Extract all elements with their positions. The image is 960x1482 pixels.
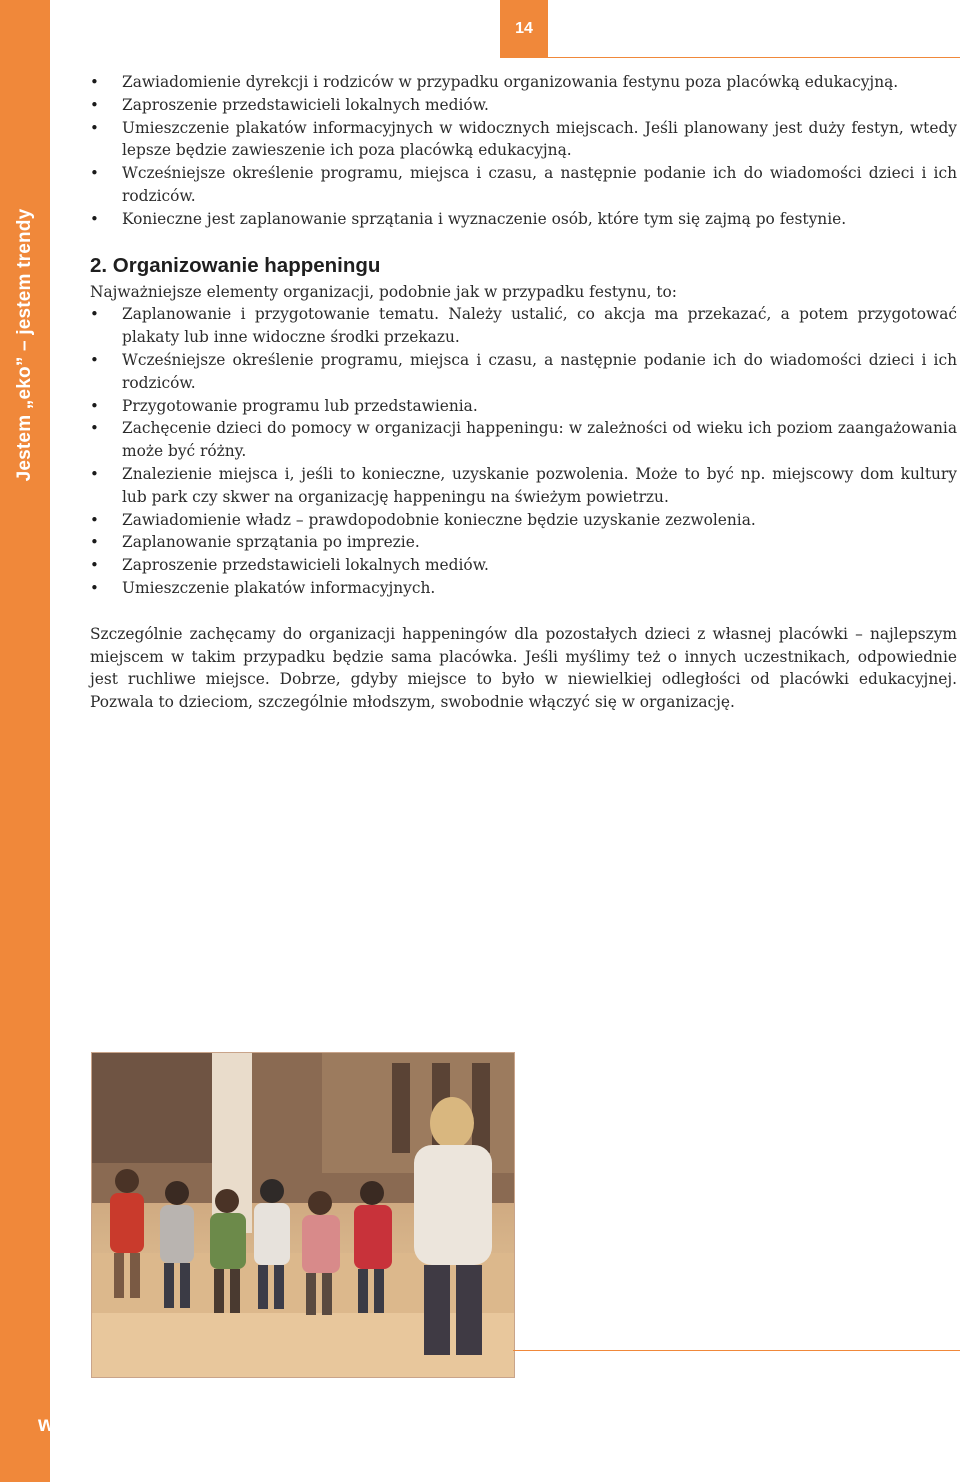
- photo-divider: [513, 1350, 960, 1351]
- happening-photo: [91, 1052, 515, 1378]
- festival-checklist: [90, 71, 957, 231]
- list-item: • Zachęcenie dzieci do pomocy w organizacji happeningu: w zależności od wieku ich poziom zaangażowania może być różny.: [90, 417, 957, 463]
- list-item: • Przygotowanie programu lub przedstawienia.: [90, 395, 957, 418]
- page-number: 14: [500, 0, 548, 58]
- list-item: • Umieszczenie plakatów informacyjnych w widocznych miejscach. Jeśli planowany jest duży festyn, wtedy lepsze będzie zawieszenie ich poza placówką edukacyjną.: [90, 117, 957, 163]
- list-item: • Zaproszenie przedstawicieli lokalnych mediów.: [90, 554, 957, 577]
- body-paragraph: Szczególnie zachęcamy do organizacji happeningów dla pozostałych dzieci z własnej placówki – najlepszym miejscem w takim przypadku będzie sama placówka. Jeśli myślimy też o innych uczestnikach, odpowiednie jest ruchliwe miejsce. Dobrze, gdyby miejsce to było w niewielkiej odległości od placówki edukacyjnej. Pozwala to dzieciom, szczególnie młodszym, swobodnie włączyć się w organizację.: [90, 624, 957, 712]
- section-heading: 2. Organizowanie happeningu: [90, 253, 381, 277]
- sidebar-title: Jestem „eko” – jestem trendy: [14, 208, 35, 482]
- list-item: • Konieczne jest zaplanowanie sprzątania i wyznaczenie osób, które tym się zajmą po festynie.: [90, 208, 957, 231]
- list-item: • Umieszczenie plakatów informacyjnych.: [90, 577, 957, 600]
- list-item: • Wcześniejsze określenie programu, miejsca i czasu, a następnie podanie ich do wiadomości dzieci i ich rodziców.: [90, 349, 957, 395]
- section-intro: Najważniejsze elementy organizacji, podobnie jak w przypadku festynu, to:: [90, 282, 677, 301]
- happening-checklist: [90, 303, 957, 599]
- list-item: • Zaproszenie przedstawicieli lokalnych mediów.: [90, 94, 957, 117]
- list-item: • Zawiadomienie władz – prawdopodobnie konieczne będzie uzyskanie zezwolenia.: [90, 509, 957, 532]
- list-item: • Wcześniejsze określenie programu, miejsca i czasu, a następnie podanie ich do wiadomości dzieci i ich rodziców.: [90, 162, 957, 208]
- header-divider: [548, 57, 960, 58]
- sidebar: [0, 0, 50, 1482]
- main-content: [90, 71, 957, 714]
- list-item: • Zaplanowanie sprzątania po imprezie.: [90, 531, 957, 554]
- list-item: • Zaplanowanie i przygotowanie tematu. Należy ustalić, co akcja ma przekazać, a potem przygotować plakaty lub inne widoczne środki przekazu.: [90, 303, 957, 349]
- list-item: • Zawiadomienie dyrekcji i rodziców w przypadku organizowania festynu poza placówką edukacyjną.: [90, 71, 957, 94]
- children-walking-photo: [92, 1053, 514, 1377]
- footer-url[interactable]: www.pgrozwija.pl: [38, 1413, 214, 1436]
- list-item: • Znalezienie miejsca i, jeśli to konieczne, uzyskanie pozwolenia. Może to być np. miejscowy dom kultury lub park czy skwer na organizację happeningu na świeżym powietrzu.: [90, 463, 957, 509]
